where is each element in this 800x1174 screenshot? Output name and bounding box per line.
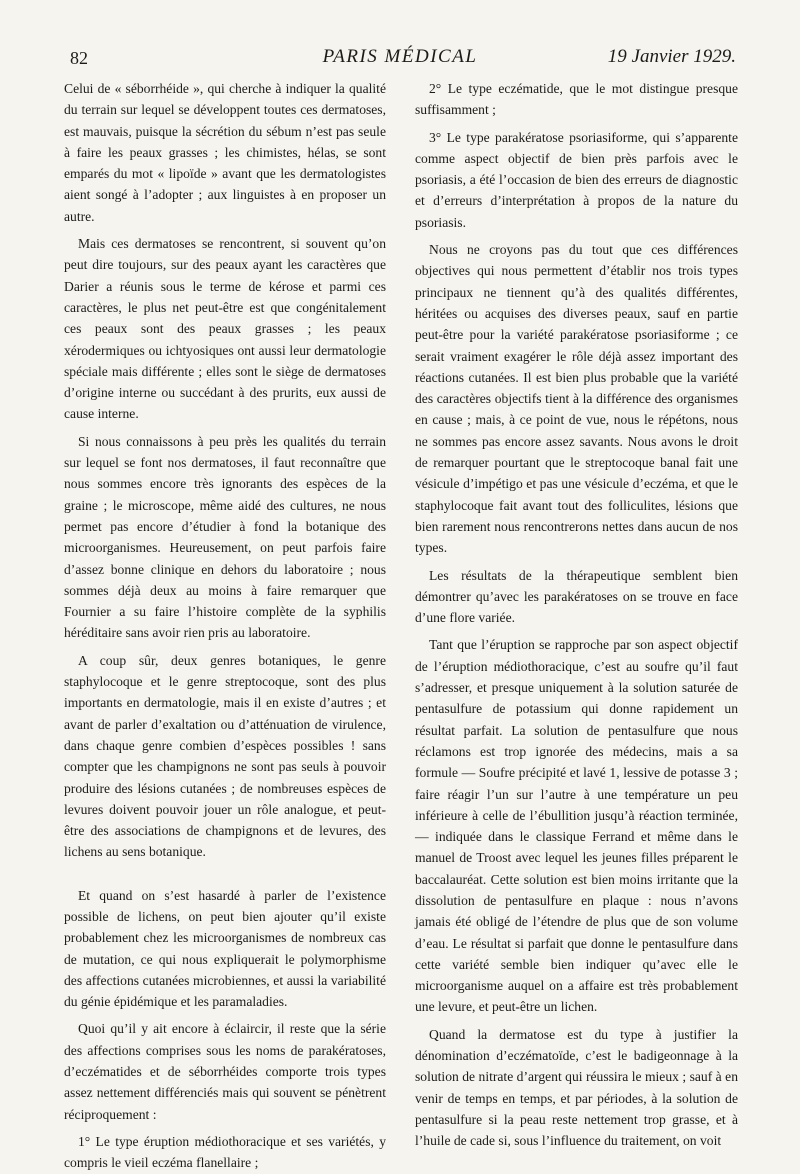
paragraph: A coup sûr, deux genres botaniques, le genre staphylocoque et le genre streptocoque, sont des plus importants en dermatologie, mais il en existe d’autres ; et avant de parler d’exaltation ou d’atténuation de virulence, dans chaque genre combien d’espèces possibles ! sans compter que les champignons ne sont pas seuls à pouvoir produire des lésions cutanées ; de nombreuses espèces de levures doivent pouvoir jouer un rôle analogue, et peut-être des associations de champignons et de levures, des lichens au sens botanique. — [64, 652, 386, 860]
right-column — [415, 78, 738, 1152]
paragraph: Les résultats de la thérapeutique semblent bien démontrer qu’avec les parakératoses on se trouve en face d’une flore variée. — [415, 567, 738, 626]
paragraph: Nous ne croyons pas du tout que ces différences objectives qui nous permettent d’établir nos trois types principaux ne tiennent qu’à des qualités différentes, héritées ou acquises des diverses peaux, sauf en partie peut-être pour la variété parakératose psoriasiforme ; ce serait vraiment exagérer le rôle déjà assez important des réactions cutanées. Il est bien plus probable que la variété des caractères objectifs tient à la différence des organismes en cause ; mais, à ce point de vue, nous le répétons, nous ne sommes pas encore assez savants. Nous avons le droit de remarquer pourtant que le streptocoque banal fait une vésicule d’impétigo et pas une vésicule d’eczéma, et que le staphylocoque fait avant tout des folliculites, lésions que bien rarement nous rencontrerons nettes dans aucun de nos types. — [415, 242, 738, 556]
paragraph: Celui de « séborrhéide », qui cherche à indiquer la qualité du terrain sur lequel se développent toutes ces dermatoses, est mauvais, puisque la sécrétion du sébum n’est pas seule à faire les peaux grasses ; les chimistes, hélas, se sont emparés du mot « lipoïde » avant que les dermatologistes aient songé à l’adopter ; aux linguistes à en proposer un autre. — [64, 81, 386, 224]
running-header — [64, 44, 736, 72]
paragraph: Si nous connaissons à peu près les qualités du terrain sur lequel se font nos dermatoses, il faut reconnaître que nous sommes encore très ignorants des espèces de la graine ; le microscope, même aidé des cultures, ne nous permet pas encore d’étudier à fond la botanique des microorganismes. Heureusement, on peut parfois faire d’assez bonne clinique en dehors du laboratoire ; nous sommes déjà deux au moins à faire remarquer que Fournier a su faire l’histoire complète de la syphilis héréditaire sans avoir rien pris au laboratoire. — [64, 433, 386, 641]
paragraph: Tant que l’éruption se rapproche par son aspect objectif de l’éruption médiothoracique, c’est au soufre qu’il faut s’adresser, et presque uniquement à la solution saturée de pentasulfure de potassium qui donne rapidement un résultat parfait. La solution de pentasulfure que nous réclamons est trop ignorée des médecins, mais a sa formule — Soufre précipité et lavé 1, lessive de potasse 3 ; faire réagir l’un sur l’autre à une température un peu inférieure à celle de l’ébullition jusqu’à réaction terminée, — indiquée dans le classique Ferrand et même dans le manuel de Troost avec lequel les jeunes filles préparent le baccalauréat. Cette solution est bien moins irritante que la dissolution de pentasulfure en plaque : nous n’avons jamais été obligé de l’étendre de plus que de son volume d’eau. Le résultat si parfait que donne le pentasulfure dans cette variété semble bien indiquer qu’avec elle le microorganisme auquel on a affaire est très probablement une levure, et peut-être un lichen. — [415, 637, 738, 1015]
page-number: 82 — [70, 48, 88, 68]
paragraph: Quoi qu’il y ait encore à éclaircir, il reste que la série des affections comprises sous les noms de parakératoses, d’eczématides et de séborrhéides comporte trois types assez nettement différenciés mais qui souvent se pénètrent réciproquement : — [64, 1021, 386, 1122]
list-item: 2° Le type eczématide, que le mot distingue presque suffisamment ; — [415, 81, 738, 118]
list-item: 1° Le type éruption médiothoracique et ses variétés, y compris le vieil eczéma flanellaire ; — [64, 1133, 386, 1171]
paragraph: Et quand on s’est hasardé à parler de l’existence possible de lichens, on peut bien ajouter qu’il existe probablement chez les microorganismes de nombreux cas de mutation, ce qui nous expliquerait le polymorphisme des affections cutanées microbiennes, et aussi la variabilité du génie épidémique et les paramaladies. — [64, 887, 386, 1010]
paragraph: Quand la dermatose est du type à justifier la dénomination d’eczématoïde, c’est le badigeonnage à la solution de nitrate d’argent qui réussira le mieux ; sauf à en venir de temps en temps, et par périodes, à la solution de pentasulfure si la peau reste nettement trop grasse, et à l’huile de cade si, sous l’influence du traitement, on voit — [415, 1026, 738, 1149]
issue-date: 19 Janvier 1929. — [607, 46, 736, 67]
journal-title: PARIS MÉDICAL — [322, 46, 478, 67]
left-column — [64, 78, 386, 1174]
paragraph: Mais ces dermatoses se rencontrent, si souvent qu’on peut dire toujours, sur des peaux ayant les caractères que Darier a réunis sous le terme de kérose et parmi ces caractères, le plus net peut-être est que congénitalement ces peaux sont des peaux grasses ; les peaux xérodermiques ou ichtyosiques ont aussi leur dermatologie spéciale mais différente ; elles sont le siège de dermatoses d’origine interne ou succédant à des prurits, eux aussi de cause interne. — [64, 236, 386, 422]
list-item: 3° Le type parakératose psoriasiforme, qui s’apparente comme aspect objectif de bien près parfois avec le psoriasis, a été l’occasion de bien des erreurs de diagnostic et d’erreurs d’interprétation à propos de la nature du psoriasis. — [415, 129, 738, 230]
